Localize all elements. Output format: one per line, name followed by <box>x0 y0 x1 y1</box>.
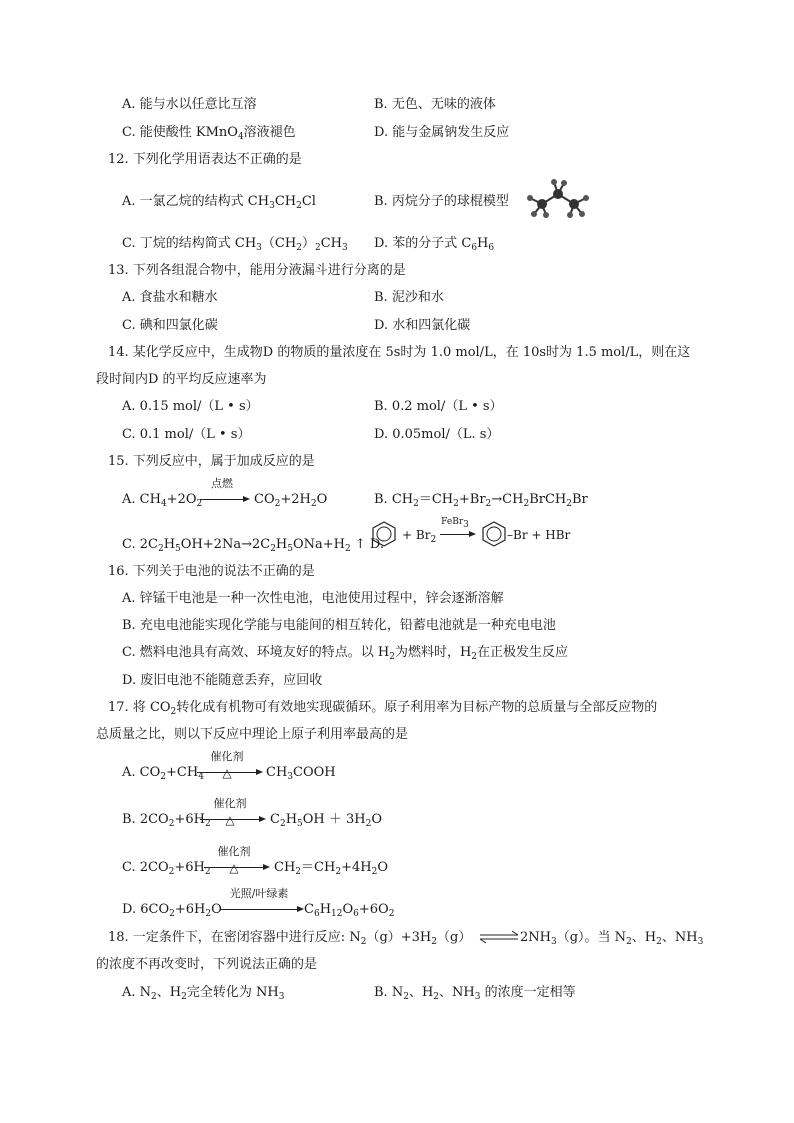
q17-c-reaction-arrow <box>204 845 270 876</box>
q15-option-a-reactants: A. $CH_4+2O_2$ <box>122 492 203 509</box>
q12-option-c: C. 丁烷的结构简式 $CH_3(CH_2)_2CH_3$ <box>122 236 348 253</box>
q15-option-c: C. $2C_2H_5OH+2Na\to 2C_2H_5ONa+H_2$ ↑ D. <box>122 537 384 554</box>
q18-option-a: A. $N_2$、$H_2$完全转化为 $NH_3$ <box>122 985 285 1002</box>
q12-option-b: B. 丙烷分子的球棍模型 <box>374 194 509 209</box>
q15-stem: 15. 下列反应中，属于加成反应的是 <box>108 454 315 469</box>
q17-option-d-products: $C_6H_{12}O_6+6O_2$ <box>304 902 395 919</box>
q11-option-d: D. 能与金属钠发生反应 <box>374 125 510 140</box>
q17-option-a-products: $CH_3COOH$ <box>266 765 336 782</box>
q12-option-a: A. 一氯乙烷的结构式 $CH_3CH_2Cl$ <box>122 194 316 211</box>
q16-option-d: D. 废旧电池不能随意丢弃，应回收 <box>122 673 323 688</box>
q17-c-catalyst: 催化剂 <box>217 845 251 858</box>
q16-option-c: C. 燃料电池具有高效、环境友好的特点。以 $H_2$为燃料时，$H_2$在正极发生反应 <box>122 645 569 662</box>
reversible-reaction-arrow <box>478 930 520 944</box>
q17-option-c-products: $CH_2=CH_2+4H_2O$ <box>274 860 388 877</box>
q17-b-reaction-arrow <box>200 797 266 828</box>
q14-stem-line1: 14. 某化学反应中，生成物D 的物质的量浓度在 5s时为 1.0 mol/L，在 10s时为 1.5 mol/L，则在这 <box>108 345 691 360</box>
q14-option-b: B. 0.2 mol/（L • s） <box>374 399 503 414</box>
q17-option-c-reactants: C. $2CO_2+6H_2$ <box>122 860 211 877</box>
q18-option-b: B. $N_2$、$H_2$、$NH_3$ 的浓度一定相等 <box>374 985 576 1002</box>
q17-option-b-products: $C_2H_5OH + 3H_2O$ <box>270 812 383 829</box>
q11-option-c: C. 能使酸性 KMnO$_4$溶液褪色 <box>122 125 296 142</box>
q11-option-b: B. 无色、无味的液体 <box>374 97 496 112</box>
q15-a-reaction-arrow <box>200 477 250 508</box>
q18-stem-line1-left: 18. 一定条件下，在密闭容器中进行反应: $N_2(g)+3H_2(g)$ <box>108 930 472 947</box>
q14-option-a: A. 0.15 mol/（L • s） <box>122 399 259 414</box>
q15-d-products: –Br + HBr <box>507 528 571 542</box>
q15-a-condition: 点燃 <box>211 477 233 490</box>
q13-option-a: A. 食盐水和糖水 <box>122 290 218 305</box>
q15-d-reaction-arrow <box>440 517 476 541</box>
q14-option-d: D. 0.05mol/（L. s） <box>374 427 500 442</box>
q17-b-catalyst: 催化剂 <box>213 797 247 810</box>
q17-option-b-reactants: B. $2CO_2+6H_2$ <box>122 812 211 829</box>
q12-stem: 12. 下列化学用语表达不正确的是 <box>108 152 302 167</box>
q15-option-b: B. $CH_2=CH_2+Br_2\to CH_2BrCH_2Br$ <box>374 492 588 509</box>
q17-a-reaction-arrow <box>197 750 263 781</box>
q17-option-d-reactants: D. $6CO_2+6H_2O$ <box>122 902 222 919</box>
q15-d-bromine: + $Br_2$ <box>402 528 437 545</box>
q17-b-heat: △ <box>225 813 235 827</box>
q17-stem-line2: 总质量之比，则以下反应中理论上原子利用率最高的是 <box>96 727 409 742</box>
q18-stem-line1-right: $2NH_3(g)$。当 $N_2$、$H_2$、$NH_3$ <box>520 930 704 947</box>
q17-stem-line1: 17. 将 $CO_2$转化成有机物可有效地实现碳循环。原子利用率为目标产物的总质量与全部反应物的 <box>108 700 658 717</box>
q15-d-catalyst: FeBr$_3$ <box>441 517 469 530</box>
q16-option-b: B. 充电电池能实现化学能与电能间的相互转化，铅蓄电池就是一种充电电池 <box>122 618 556 633</box>
q17-d-condition: 光照/叶绿素 <box>229 887 289 900</box>
q14-option-c: C. 0.1 mol/（L • s） <box>122 427 251 442</box>
q16-stem: 16. 下列关于电池的说法不正确的是 <box>108 564 315 579</box>
q17-a-catalyst: 催化剂 <box>210 750 244 763</box>
q13-stem: 13. 下列各组混合物中，能用分液漏斗进行分离的是 <box>108 263 406 278</box>
q13-option-c: C. 碘和四氯化碳 <box>122 318 218 333</box>
q18-stem-line2: 的浓度不再改变时，下列说法正确的是 <box>96 957 318 972</box>
q17-c-heat: △ <box>229 861 239 875</box>
benzene-ring-product <box>480 520 508 548</box>
q11-option-a: A. 能与水以任意比互溶 <box>122 97 257 112</box>
q13-option-d: D. 水和四氯化碳 <box>374 318 471 333</box>
q15-option-a-products: $CO_2+2H_2O$ <box>254 492 328 509</box>
q12-option-d: D. 苯的分子式 $C_6H_6$ <box>374 236 495 253</box>
propane-ball-stick-model <box>524 178 592 220</box>
q17-option-a-reactants: A. $CO_2+CH_4$ <box>122 765 204 782</box>
q14-stem-line2: 段时间内D 的平均反应速率为 <box>96 372 267 387</box>
q17-a-heat: △ <box>222 766 232 780</box>
benzene-ring-reactant <box>370 520 398 548</box>
q16-option-a: A. 锌锰干电池是一种一次性电池，电池使用过程中，锌会逐渐溶解 <box>122 591 504 606</box>
q17-d-reaction-arrow <box>220 887 304 918</box>
q13-option-b: B. 泥沙和水 <box>374 290 444 305</box>
